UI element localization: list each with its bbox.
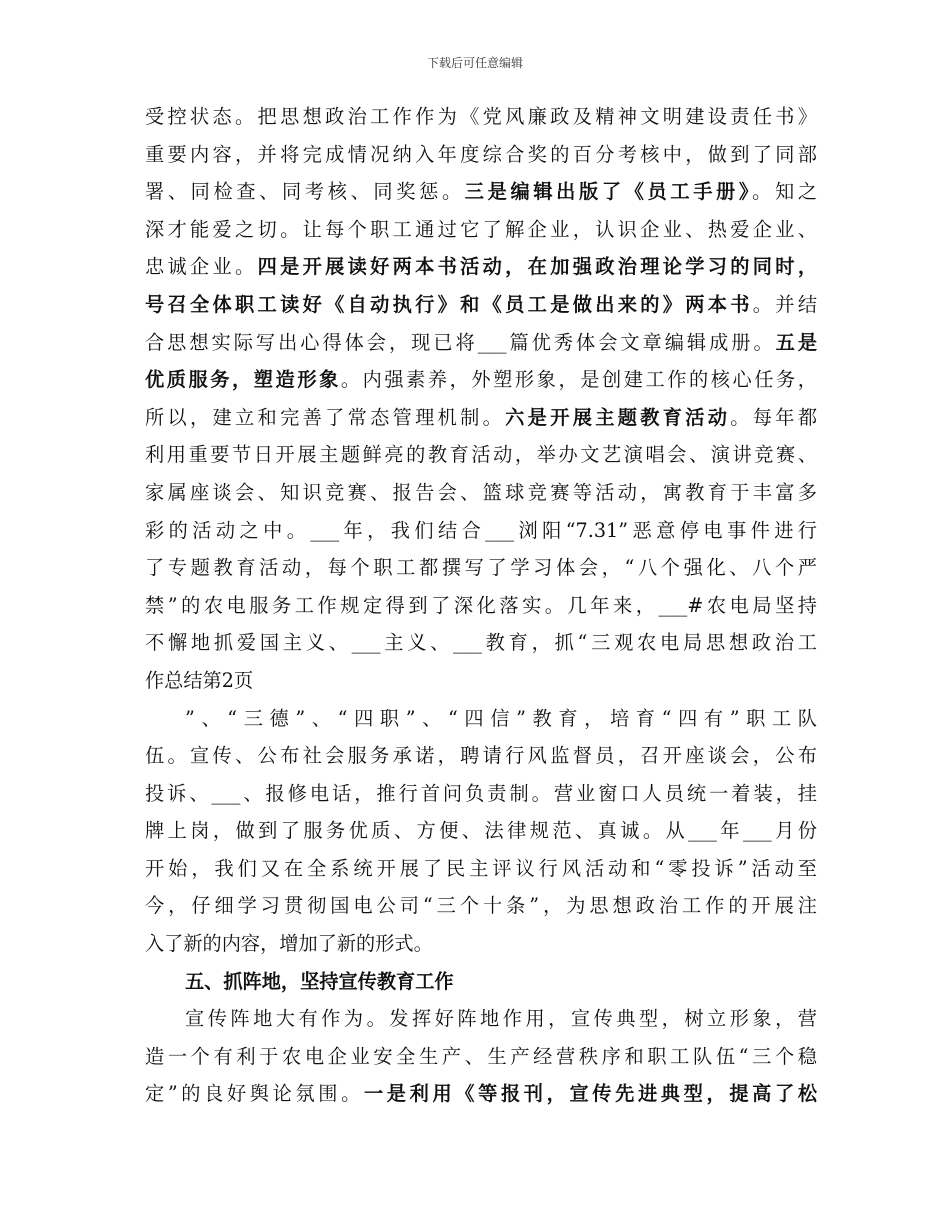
text-line — [145, 1000, 817, 1038]
text-line — [145, 173, 817, 211]
text-line — [145, 624, 817, 662]
text-segment: 合思想实际写出心得体会，现已将___篇优秀体会文章编辑成册。 — [145, 330, 776, 354]
text-line — [145, 812, 817, 850]
text-segment: 宣传阵地大有作为。发挥好阵地作用，宣传典型，树立形象，营 — [185, 1007, 817, 1031]
text-segment: 了专题教育活动，每个职工都撰写了学习体会，“八个强化、八个严 — [145, 556, 817, 580]
text-line — [145, 399, 817, 437]
page-header: 下载后可任意编辑 — [426, 56, 523, 70]
text-segment: 牌上岗，做到了服务优质、方便、法律规范、真诚。从___年___月份 — [145, 819, 817, 843]
bold-text-segment: 五是 — [775, 330, 817, 354]
bold-text-segment: 优质服务，塑造形象 — [145, 368, 341, 392]
text-line — [145, 925, 817, 963]
text-line — [145, 662, 817, 700]
text-line — [145, 512, 817, 550]
text-segment: 。知之 — [752, 180, 817, 204]
text-line — [145, 737, 817, 775]
text-line — [145, 1038, 817, 1076]
text-line — [145, 775, 817, 813]
text-line — [145, 324, 817, 362]
text-segment: 家属座谈会、知识竞赛、报告会、篮球竞赛等活动，寓教育于丰富多 — [145, 480, 817, 504]
text-segment: 利用重要节日开展主题鲜亮的教育活动，举办文艺演唱会、演讲竞赛、 — [145, 443, 817, 467]
bold-text-segment: 四是开展读好两本书活动，在加强政治理论学习的同时， — [257, 255, 817, 279]
text-line — [145, 474, 817, 512]
text-segment: ”、“三德”、“四职”、“四信”教育，培育“四有”职工队 — [185, 706, 817, 730]
text-segment: 作总结第2页 — [145, 668, 254, 692]
text-line — [145, 211, 817, 249]
text-line — [145, 1075, 817, 1113]
bold-text-segment: 六是开展主题教育活动 — [505, 405, 731, 429]
text-segment: 深才能爱之切。让每个职工通过它了解企业，认识企业、热爱企业、 — [145, 217, 817, 241]
text-line — [145, 887, 817, 925]
text-line — [145, 136, 817, 174]
text-segment: 。每年都 — [730, 405, 817, 429]
text-line — [145, 549, 817, 587]
text-segment: 入了新的内容，增加了新的形式。 — [145, 932, 433, 956]
text-segment: 。并结 — [752, 292, 817, 316]
text-segment: 伍。宣传、公布社会服务承诺，聘请行风监督员，召开座谈会，公布 — [145, 744, 817, 768]
text-line — [145, 436, 817, 474]
text-segment: 开始，我们又在全系统开展了民主评议行风活动和“零投诉”活动至 — [145, 856, 817, 880]
text-segment: 所以，建立和完善了常态管理机制。 — [145, 405, 506, 429]
bold-text-segment: 五、抓阵地，坚持宣传教育工作 — [185, 969, 454, 993]
text-segment: 署、同检查、同考核、同奖惩。 — [145, 180, 465, 204]
text-line — [145, 248, 817, 286]
text-segment: 不懈地抓爱国主义、___主义、___教育，抓“三观农电局思想政治工 — [145, 631, 817, 655]
text-line — [145, 286, 817, 324]
text-segment: 投诉、___、报修电话，推行首问负责制。营业窗口人员统一着装，挂 — [145, 781, 817, 805]
text-line — [145, 963, 817, 1001]
text-segment: 。内强素养，外塑形象，是创建工作的核心任务， — [340, 368, 817, 392]
document-body — [145, 98, 817, 1113]
bold-text-segment: 三是编辑出版了《员工手册》 — [464, 180, 753, 204]
text-segment: 彩的活动之中。___年，我们结合___浏阳“7.31”恶意停电事件进行 — [145, 518, 817, 542]
text-segment: 造一个有利于农电企业安全生产、生产经营秩序和职工队伍“三个稳 — [145, 1044, 817, 1068]
text-segment: 禁”的农电服务工作规定得到了深化落实。几年来，___#农电局坚持 — [145, 593, 817, 617]
text-segment: 今，仔细学习贯彻国电公司“三个十条”，为思想政治工作的开展注 — [145, 894, 817, 918]
bold-text-segment: 一是利用《等报刊，宣传先进典型，提高了松 — [363, 1082, 817, 1106]
text-line — [145, 98, 817, 136]
text-segment: 重要内容，并将完成情况纳入年度综合奖的百分考核中，做到了同部 — [145, 142, 817, 166]
text-line — [145, 361, 817, 399]
text-line — [145, 700, 817, 738]
text-segment: 受控状态。把思想政治工作作为《党风廉政及精神文明建设责任书》 — [145, 105, 817, 128]
text-segment: 定”的良好舆论氛围。 — [145, 1082, 364, 1106]
text-line — [145, 850, 817, 888]
bold-text-segment: 号召全体职工读好《自动执行》和《员工是做出来的》两本书 — [145, 292, 753, 316]
text-line — [145, 587, 817, 625]
text-segment: 忠诚企业。 — [145, 255, 258, 279]
